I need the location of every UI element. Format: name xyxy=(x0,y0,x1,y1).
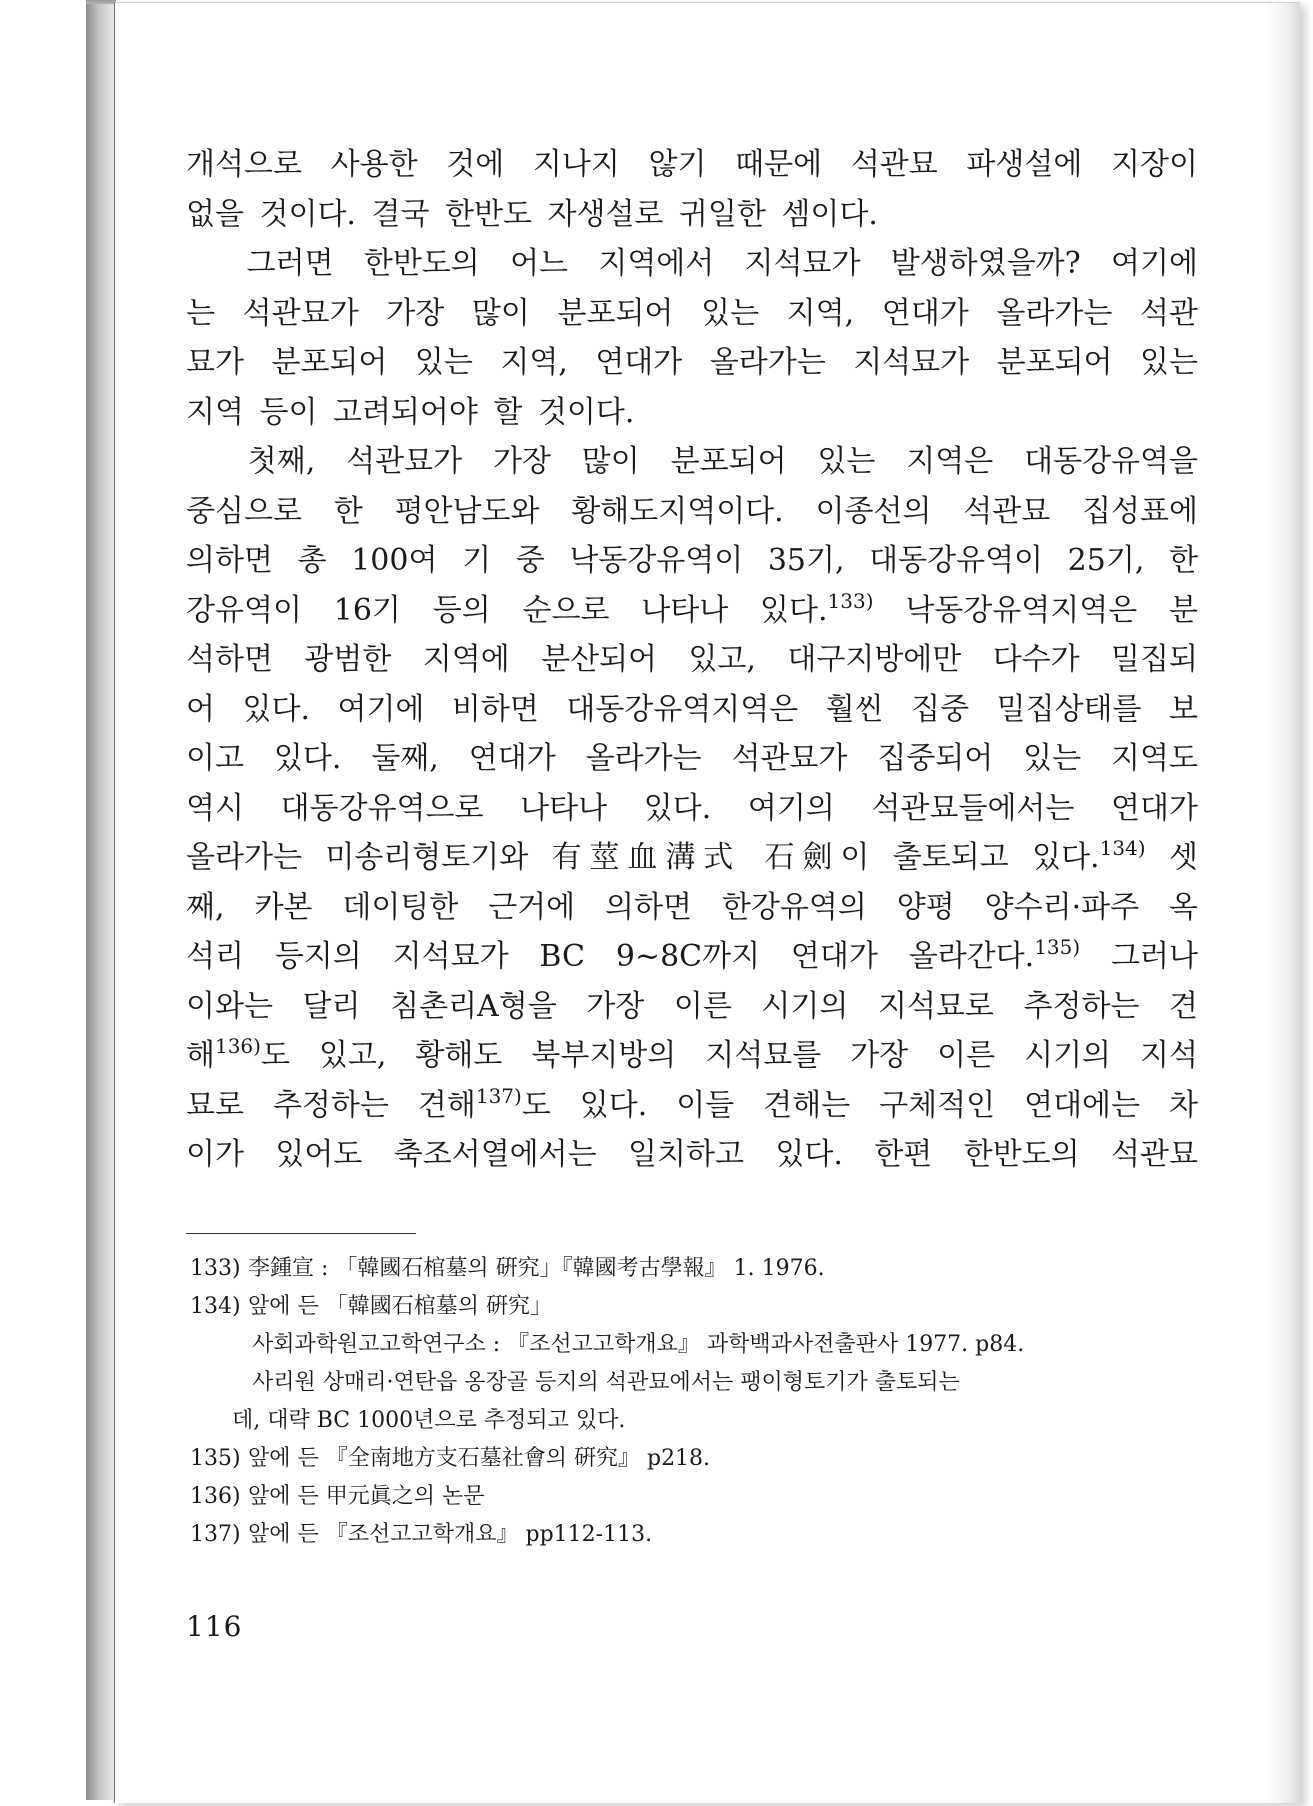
text-line: 석하면 광범한 지역에 분산되어 있고, 대구지방에만 다수가 밀집되 xyxy=(186,642,1198,677)
footnote-ref-136: 136) xyxy=(214,1034,261,1058)
footnote-text: 李鍾宣 : 「韓國石棺墓의 硏究」『韓國考古學報』 1. 1976. xyxy=(248,1256,825,1281)
footnote-ref-137: 137) xyxy=(475,1083,522,1108)
text-line: 첫째, 석관묘가 가장 많이 분포되어 있는 지역은 대동강유역을 xyxy=(186,444,1198,479)
text-line: 이와는 달리 침촌리A형을 가장 이른 시기의 지석묘로 추정하는 견 xyxy=(186,988,1198,1024)
text-segment: 그러나 xyxy=(1080,939,1198,974)
text-segment: 낙동강유역지역은 분 xyxy=(873,592,1198,628)
footnote-text: 앞에 든 「韓國石棺墓의 硏究」 xyxy=(248,1294,552,1319)
page-curl-shadow xyxy=(1266,3,1300,1803)
body-text xyxy=(186,140,1198,1180)
footnote-number: 136) xyxy=(190,1484,241,1509)
footnote-number: 135) xyxy=(190,1446,241,1471)
text-line-with-footnote-ref xyxy=(186,1081,1198,1131)
text-line: 개석으로 사용한 것에 지나지 않기 때문에 석관묘 파생설에 지장이 xyxy=(186,147,1198,182)
footnote-ref-135: 135) xyxy=(1034,935,1081,959)
footnote-text: 데, 대략 BC 1000년으로 추정되고 있다. xyxy=(232,1408,626,1433)
text-segment: 도 있고, 황해도 북부지방의 지석묘를 가장 이른 시기의 지석 xyxy=(260,1038,1198,1073)
text-line: 없을 것이다. 결국 한반도 자생설로 귀일한 셈이다. xyxy=(186,196,878,232)
text-segment: 올라가는 미송리형토기와 有莖血溝式 石劍이 출토되고 있다. xyxy=(186,840,1100,875)
text-line: 역시 대동강유역으로 나타나 있다. 여기의 석관묘들에서는 연대가 xyxy=(186,790,1198,826)
text-segment: 해 xyxy=(186,1038,215,1073)
text-segment: 셋 xyxy=(1145,840,1198,875)
footnote-number: 137) xyxy=(190,1522,241,1547)
footnote-ref-133: 133) xyxy=(827,588,874,613)
text-line: 의하면 총 100여 기 중 낙동강유역이 35기, 대동강유역이 25기, 한 xyxy=(186,543,1198,578)
text-line: 이가 있어도 축조서열에서는 일치하고 있다. 한편 한반도의 석관묘 xyxy=(186,1137,1198,1172)
text-segment: 묘로 추정하는 견해 xyxy=(186,1087,476,1123)
text-line-with-footnote-ref xyxy=(186,932,1198,982)
footnote-text: 사리원 상매리·연탄읍 옹장골 등지의 석관묘에서는 팽이형토기가 출토되는 xyxy=(252,1370,960,1395)
footnotes xyxy=(190,1250,1200,1554)
footnote-134-cont xyxy=(190,1364,1200,1402)
text-line: 중심으로 한 평안남도와 황해도지역이다. 이종선의 석관묘 집성표에 xyxy=(186,493,1198,529)
footnote-text: 앞에 든 甲元眞之의 논문 xyxy=(248,1484,485,1509)
text-line: 째, 카본 데이팅한 근거에 의하면 한강유역의 양평 양수리·파주 옥 xyxy=(186,889,1198,925)
footnote-134-cont xyxy=(190,1402,1200,1440)
text-line: 이고 있다. 둘째, 연대가 올라가는 석관묘가 집중되어 있는 지역도 xyxy=(186,741,1198,776)
text-line: 묘가 분포되어 있는 지역, 연대가 올라가는 지석묘가 분포되어 있는 xyxy=(186,345,1198,380)
footnote-number: 134) xyxy=(190,1294,241,1319)
footnote-text: 앞에 든 『조선고고학개요』 pp112-113. xyxy=(248,1522,653,1547)
text-segment: 강유역이 16기 등의 순으로 나타나 있다. xyxy=(186,592,828,628)
page-number: 116 xyxy=(186,1610,243,1643)
footnote-137 xyxy=(190,1516,1200,1554)
text-segment: 석리 등지의 지석묘가 BC 9~8C까지 연대가 올라간다. xyxy=(186,939,1035,974)
text-line-with-footnote-ref xyxy=(186,1031,1198,1081)
text-line-with-footnote-ref xyxy=(186,833,1198,883)
text-line: 지역 등이 고려되어야 할 것이다. xyxy=(186,394,635,430)
text-line: 어 있다. 여기에 비하면 대동강유역지역은 훨씬 집중 밀집상태를 보 xyxy=(186,691,1198,727)
footnote-136 xyxy=(190,1478,1200,1516)
text-segment: 도 있다. 이들 견해는 구체적인 연대에는 차 xyxy=(521,1087,1198,1123)
footnote-134 xyxy=(190,1288,1200,1326)
text-line: 그러면 한반도의 어느 지역에서 지석묘가 발생하였을까? 여기에 xyxy=(186,246,1198,281)
footnote-133 xyxy=(190,1250,1200,1288)
footnote-135 xyxy=(190,1440,1200,1478)
footnote-divider xyxy=(186,1233,416,1234)
footnote-number: 133) xyxy=(190,1256,241,1281)
footnote-text: 사회과학원고고학연구소 : 『조선고고학개요』 과학백과사전출판사 1977. p84. xyxy=(252,1332,1025,1357)
footnote-ref-134: 134) xyxy=(1099,836,1146,860)
book-spine-edge xyxy=(86,4,114,1800)
text-line: 는 석관묘가 가장 많이 분포되어 있는 지역, 연대가 올라가는 석관 xyxy=(186,295,1198,331)
footnote-text: 앞에 든 『全南地方支石墓社會의 硏究』 p218. xyxy=(248,1446,711,1471)
text-line-with-footnote-ref xyxy=(186,586,1198,636)
footnote-134-cont xyxy=(190,1326,1200,1364)
